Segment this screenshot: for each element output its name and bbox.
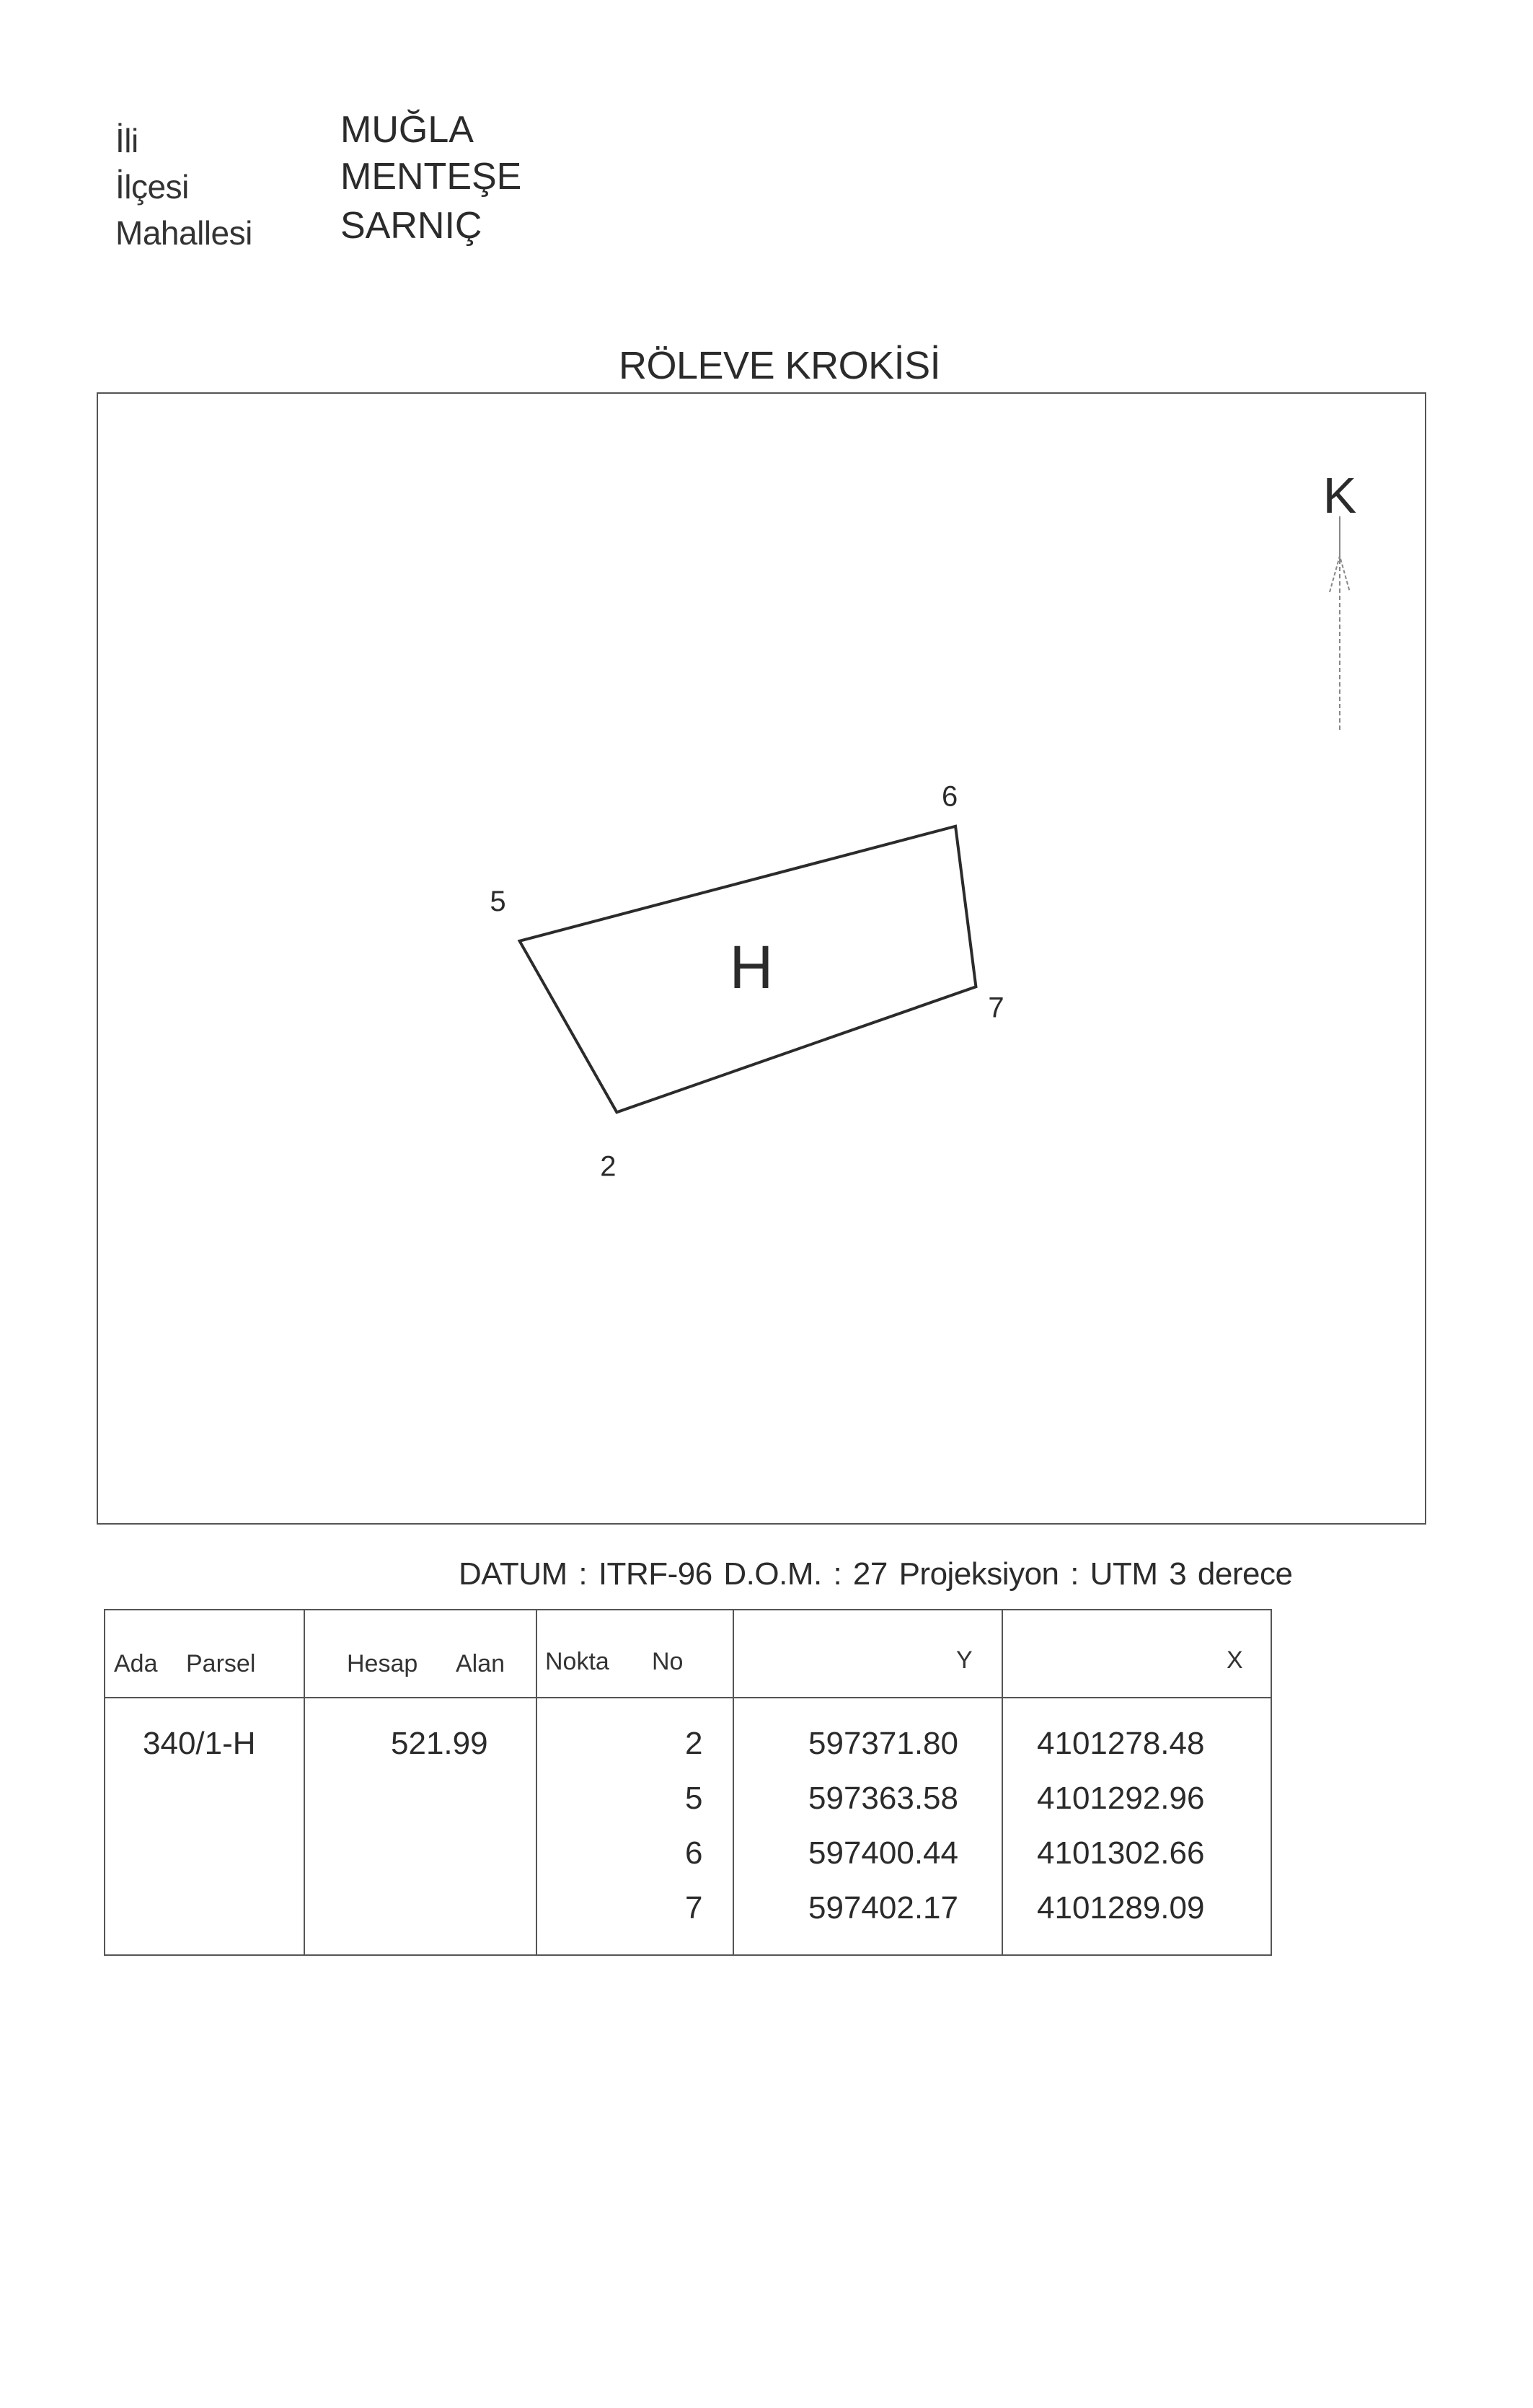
row-no: 7 bbox=[685, 1890, 703, 1926]
coordinate-table bbox=[104, 1609, 1272, 1956]
sketch-drawing bbox=[98, 394, 1425, 1523]
header-ada: Ada bbox=[114, 1650, 158, 1677]
ilce-label: İlçesi bbox=[115, 168, 189, 206]
alan-value: 521.99 bbox=[391, 1726, 488, 1761]
row-x: 4101289.09 bbox=[1037, 1890, 1205, 1926]
header-parsel: Parsel bbox=[186, 1650, 256, 1677]
north-label: K bbox=[1322, 467, 1357, 524]
sketch-title: RÖLEVE KROKİSİ bbox=[619, 344, 941, 387]
row-x: 4101302.66 bbox=[1037, 1835, 1205, 1871]
datum-line: DATUM : ITRF-96 D.O.M. : 27 Projeksiyon : UTM 3 derece bbox=[459, 1556, 1293, 1592]
point-label-5: 5 bbox=[490, 885, 506, 917]
north-arrow-icon bbox=[1330, 516, 1350, 733]
header-no: No bbox=[652, 1648, 684, 1675]
row-x: 4101292.96 bbox=[1037, 1781, 1205, 1816]
mahalle-value: SARNIÇ bbox=[340, 205, 482, 247]
point-label-7: 7 bbox=[988, 992, 1004, 1024]
header-hesap: Hesap bbox=[347, 1650, 418, 1677]
row-no: 2 bbox=[685, 1726, 703, 1761]
point-label-6: 6 bbox=[941, 780, 958, 813]
header-alan: Alan bbox=[456, 1650, 505, 1677]
parcel-label: H bbox=[729, 933, 774, 1001]
row-y: 597400.44 bbox=[808, 1835, 958, 1871]
point-label-2: 2 bbox=[600, 1150, 617, 1183]
il-label: İli bbox=[115, 122, 138, 159]
ada-parsel-value: 340/1-H bbox=[143, 1726, 256, 1761]
row-x: 4101278.48 bbox=[1037, 1726, 1205, 1761]
header-nokta: Nokta bbox=[545, 1648, 609, 1675]
row-no: 6 bbox=[685, 1835, 703, 1871]
row-no: 5 bbox=[685, 1781, 703, 1816]
mahalle-label: Mahallesi bbox=[115, 214, 252, 252]
il-value: MUĞLA bbox=[340, 109, 474, 151]
header-x: X bbox=[1227, 1646, 1243, 1674]
row-y: 597363.58 bbox=[808, 1781, 958, 1816]
row-y: 597371.80 bbox=[808, 1726, 958, 1761]
sketch-frame bbox=[97, 392, 1426, 1525]
ilce-value: MENTEŞE bbox=[340, 156, 522, 198]
row-y: 597402.17 bbox=[808, 1890, 958, 1926]
header-y: Y bbox=[956, 1646, 973, 1674]
